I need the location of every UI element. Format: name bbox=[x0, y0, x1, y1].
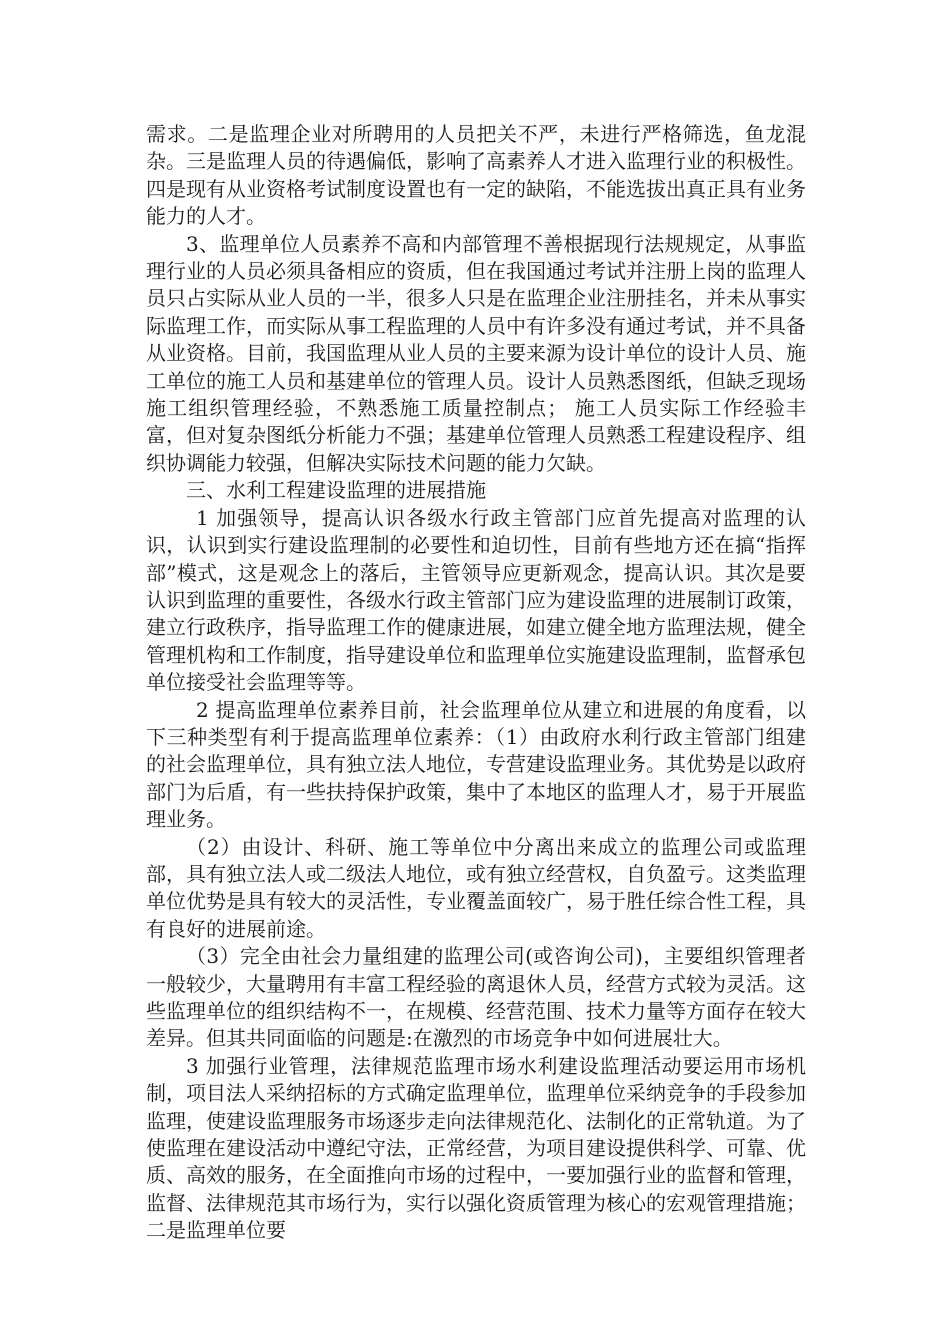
paragraph-measure-1: 1 加强领导，提高认识各级水行政主管部门应首先提高对监理的认识，认识到实行建设监理制的必要性和迫切性，目前有些地方还在搞“指挥部”模式，这是观念上的落后，主管领导应更新观念，提高认识。其次是要认识到监理的重要性，各级水行政主管部门应为建设监理的进展制订政策，建立行政秩序，指导监理工作的健康进展，如建立健全地方监理法规，健全管理机构和工作制度，指导建设单位和监理单位实施建设监理制，监督承包单位接受社会监理等等。 bbox=[146, 505, 806, 695]
paragraph-type-2: （2）由设计、科研、施工等单位中分离出来成立的监理公司或监理部，具有独立法人或二级法人地位，或有独立经营权，自负盈亏。这类监理单位优势是具有较大的灵活性，专业覆盖面较广，易于胜任综合性工程，具有良好的进展前途。 bbox=[146, 834, 806, 941]
paragraph-type-3: （3）完全由社会力量组建的监理公司(或咨询公司)，主要组织管理者一般较少，大量聘用有丰富工程经验的离退休人员，经营方式较为灵活。这些监理单位的组织结构不一，在规模、经营范围、技术力量等方面存在较大差异。但其共同面临的问题是:在激烈的市场竞争中如何进展壮大。 bbox=[146, 944, 806, 1051]
paragraph-continuation: 需求。二是监理企业对所聘用的人员把关不严，未进行严格筛选，鱼龙混杂。三是监理人员的待遇偏低，影响了高素养人才进入监理行业的积极性。四是现有从业资格考试制度设置也有一定的缺陷，不能选拔出真正具有业务能力的人才。 bbox=[146, 122, 806, 229]
paragraph-measure-2: 2 提高监理单位素养目前，社会监理单位从建立和进展的角度看，以下三种类型有利于提高监理单位素养：（1）由政府水利行政主管部门组建的社会监理单位，具有独立法人地位，专营建设监理业务。其优势是以政府部门为后盾，有一些扶持保护政策，集中了本地区的监理人才，易于开展监理业务。 bbox=[146, 697, 806, 832]
section-heading: 三、水利工程建设监理的进展措施 bbox=[186, 478, 486, 503]
document-body bbox=[146, 121, 806, 1245]
paragraph-measure-3: 3 加强行业管理，法律规范监理市场水利建设监理活动要运用市场机制，项目法人采纳招标的方式确定监理单位，监理单位采纳竞争的手段参加监理，使建设监理服务市场逐步走向法律规范化、法制化的正常轨道。为了使监理在建设活动中遵纪守法，正常经营，为项目建设提供科学、可靠、优质、高效的服务，在全面推向市场的过程中，一要加强行业的监督和管理，监督、法律规范其市场行为，实行以强化资质管理为核心的宏观管理措施；二是监理单位要 bbox=[146, 1053, 806, 1243]
paragraph-section-3: 3、监理单位人员素养不高和内部管理不善根据现行法规规定，从事监理行业的人员必须具备相应的资质，但在我国通过考试并注册上岗的监理人员只占实际从业人员的一半，很多人只是在监理企业注册挂名，并未从事实际监理工作，而实际从事工程监理的人员中有许多没有通过考试，并不具备从业资格。目前，我国监理从业人员的主要来源为设计单位的设计人员、施工单位的施工人员和基建单位的管理人员。设计人员熟悉图纸，但缺乏现场施工组织管理经验，不熟悉施工质量控制点； 施工人员实际工作经验丰富，但对复杂图纸分析能力不强；基建单位管理人员熟悉工程建设程序、组织协调能力较强，但解决实际技术问题的能力欠缺。 bbox=[146, 231, 806, 475]
